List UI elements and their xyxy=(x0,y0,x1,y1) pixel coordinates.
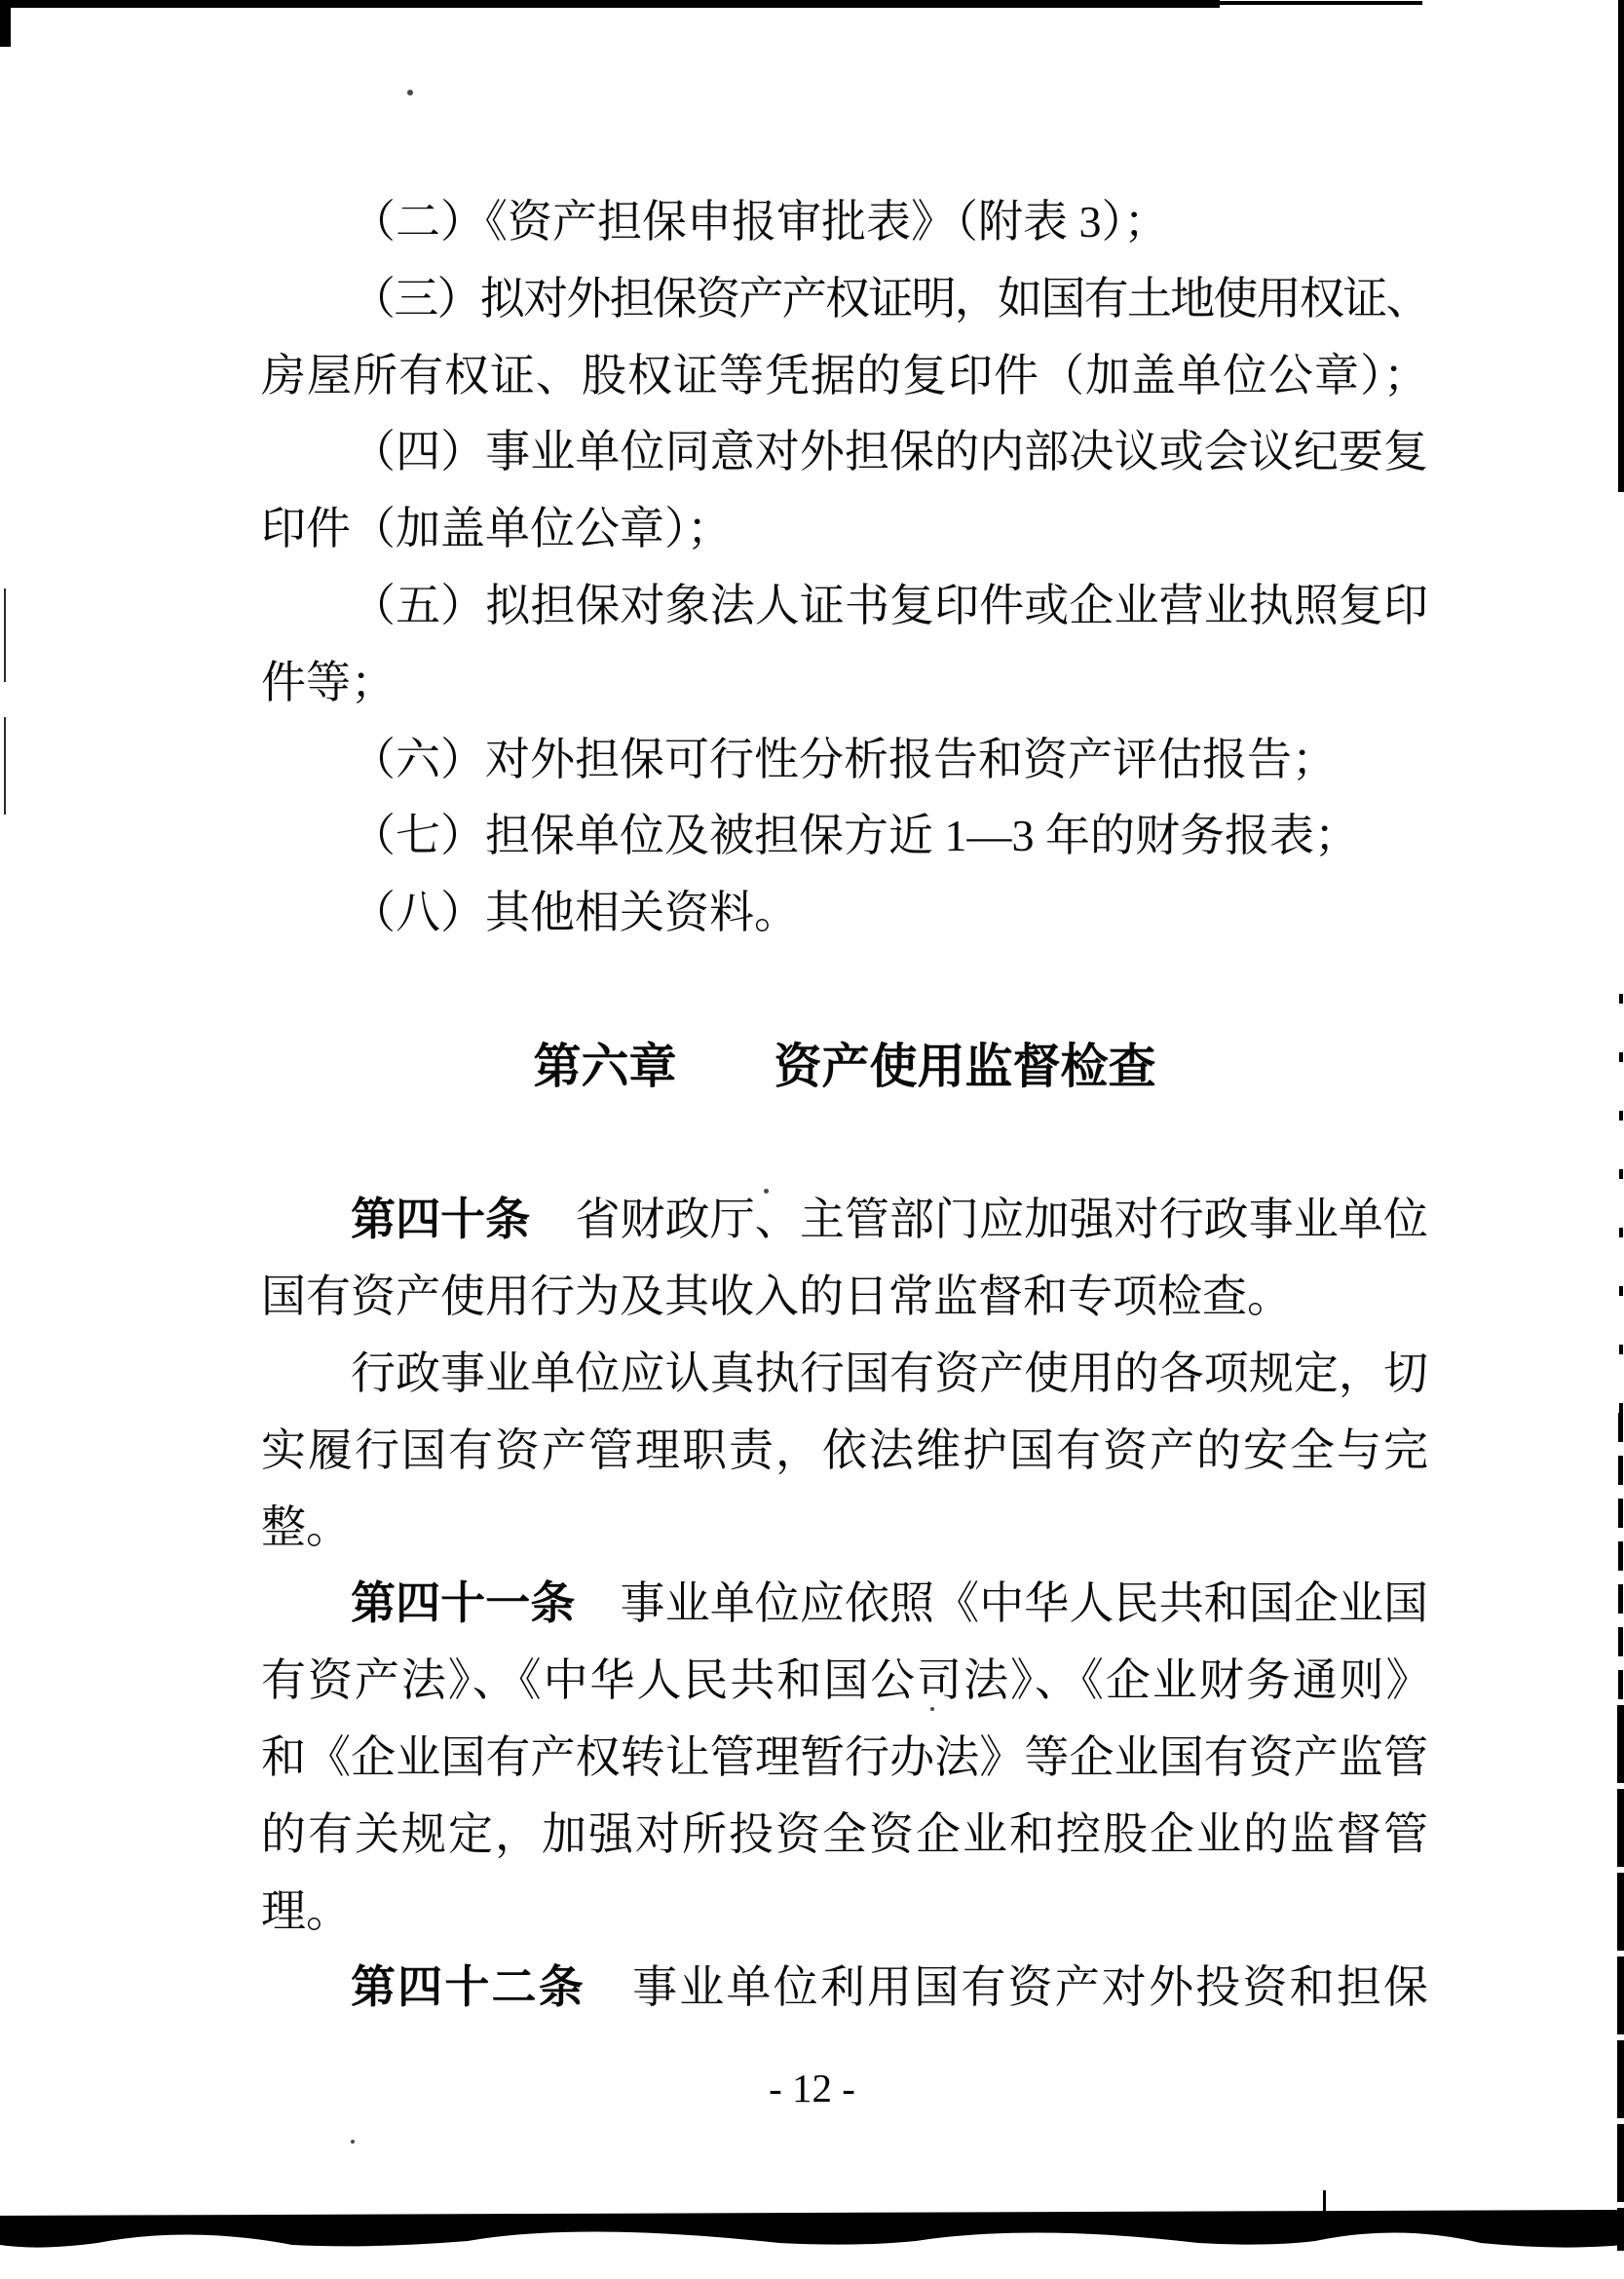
scan-top-edge-bar xyxy=(0,0,1220,8)
chapter-title: 资产使用监督检查 xyxy=(774,1039,1156,1093)
article-number: 第四十条 xyxy=(351,1195,531,1245)
body-line xyxy=(261,1950,1428,2027)
blank-line xyxy=(261,1106,1428,1183)
article-number: 第四十一条 xyxy=(351,1578,576,1629)
page-number: - 12 - xyxy=(769,2066,855,2110)
body-line xyxy=(261,1566,1428,1643)
body-line: 件等； xyxy=(261,657,396,707)
body-line: （二）《资产担保申报审批表》（附表 3）； xyxy=(351,197,1169,247)
body-line: （六）对外担保可行性分析报告和资产评估报告； xyxy=(351,734,1337,784)
body-line xyxy=(261,1182,1428,1259)
body-line: 房屋所有权证、股权证等凭据的复印件（加盖单位公章）； xyxy=(261,350,1428,400)
body-line: 理。 xyxy=(261,1885,351,1936)
scan-left-margin-dash xyxy=(4,589,6,682)
scan-bottom-wavy-band xyxy=(0,2183,1624,2279)
article-text: 事业单位应依照《中华人民共和国企业国 xyxy=(575,1578,1429,1629)
body-line: （八）其他相关资料。 xyxy=(351,888,799,938)
body-line: 印件（加盖单位公章）； xyxy=(261,504,732,554)
body-line: 整。 xyxy=(261,1501,351,1552)
scan-right-edge-bar xyxy=(1618,0,1624,492)
scan-corner-blob xyxy=(0,5,11,47)
article-text: 省财政厅、主管部门应加强对行政事业单位 xyxy=(530,1195,1429,1245)
scan-right-edge-bar xyxy=(1617,1705,1624,2251)
body-line: 的有关规定，加强对所投资全资企业和控股企业的监督管 xyxy=(261,1808,1428,1859)
scan-left-margin-dash xyxy=(4,717,6,815)
scan-right-edge-dashes xyxy=(1618,1413,1623,1705)
scan-right-edge-dashes xyxy=(1619,994,1623,1413)
body-line: （三）拟对外担保资产产权证明，如国有土地使用权证、 xyxy=(351,273,1428,323)
body-line: 行政事业单位应认真执行国有资产使用的各项规定，切 xyxy=(351,1348,1428,1398)
body-line: 实履行国有资产管理职责，依法维护国有资产的安全与完 xyxy=(261,1424,1428,1475)
body-line: 国有资产使用行为及其收入的日常监督和专项检查。 xyxy=(261,1272,1292,1322)
scan-speck xyxy=(407,90,413,95)
body-line: （四）事业单位同意对外担保的内部决议或会议纪要复 xyxy=(351,427,1428,477)
body-line: （七）担保单位及被担保方近 1—3 年的财务报表； xyxy=(351,811,1359,861)
scan-top-edge-bar-thin xyxy=(1220,1,1422,5)
article-text: 事业单位利用国有资产对外投资和担保 xyxy=(585,1962,1429,2013)
chapter-number: 第六章 xyxy=(533,1039,677,1093)
article-number: 第四十二条 xyxy=(351,1962,585,2013)
body-line: 和《企业国有产权转让管理暂行办法》等企业国有资产监管 xyxy=(261,1731,1428,1782)
blank-line xyxy=(261,952,1428,1029)
text-column xyxy=(261,184,1428,2027)
body-line: 有资产法》、《中华人民共和国公司法》、《企业财务通则》 xyxy=(261,1655,1428,1706)
body-line: （五）拟担保对象法人证书复印件或企业营业执照复印 xyxy=(351,580,1428,630)
scan-speck xyxy=(351,2140,355,2144)
chapter-heading xyxy=(261,1029,1428,1106)
